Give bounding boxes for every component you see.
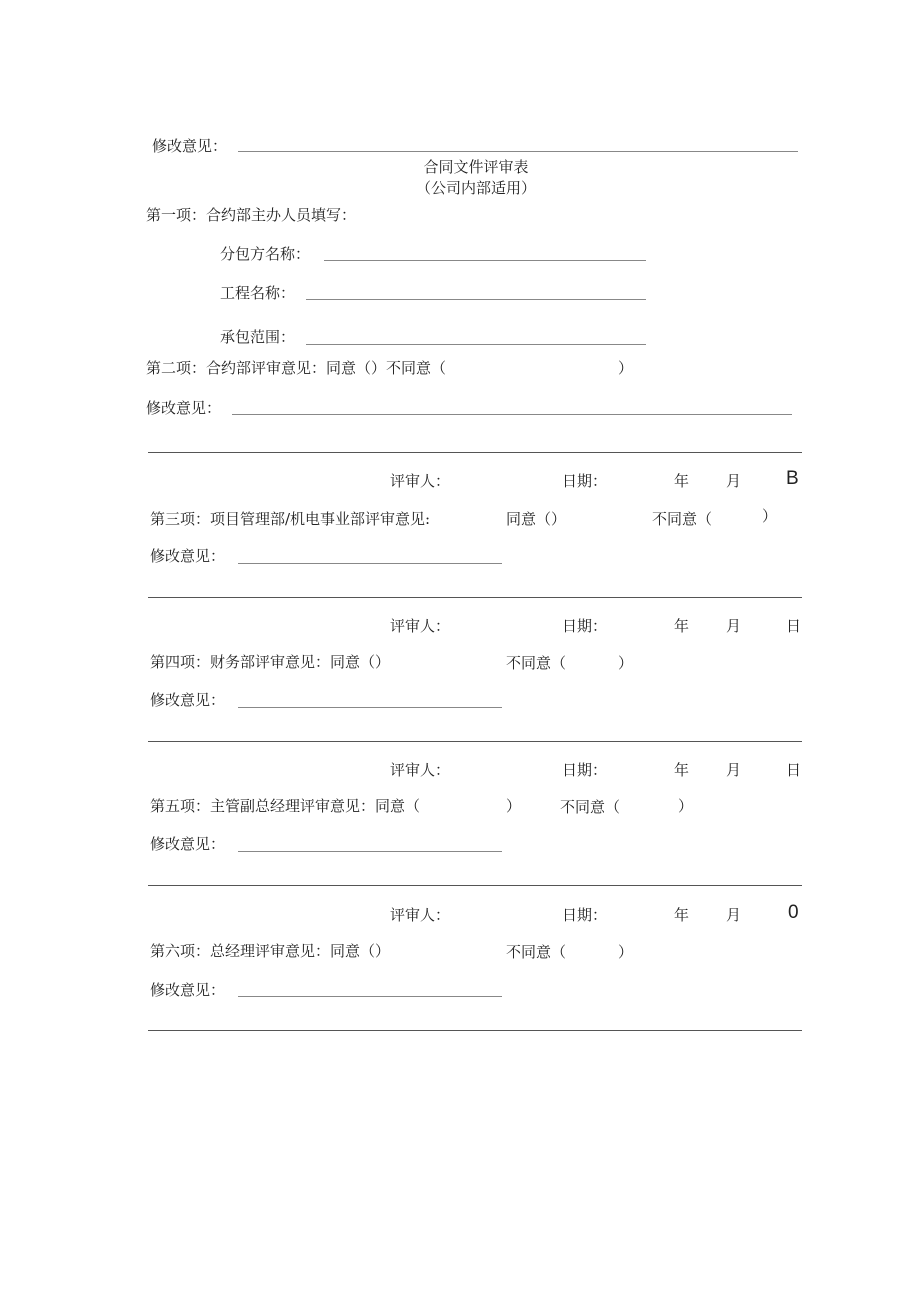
section3-opinion-field[interactable] — [238, 563, 502, 564]
section1-label: 第一项：合约部主办人员填写： — [146, 206, 357, 224]
section5-label: 第五项：主管副总经理评审意见：同意（ — [150, 797, 421, 815]
section3-agree: 同意（） — [506, 510, 567, 528]
section3-close-paren: ） — [762, 507, 778, 525]
section5-month: 月 — [726, 906, 742, 924]
section6-disagree: 不同意（ — [506, 943, 567, 961]
section5-agree-close: ） — [506, 797, 522, 815]
project-label: 工程名称： — [220, 284, 296, 302]
section4-disagree: 不同意（ — [506, 654, 567, 672]
section4-opinion-label: 修改意见： — [150, 691, 226, 709]
section3-reviewer-label: 评审人： — [390, 617, 451, 635]
section5-disagree: 不同意（ — [560, 798, 621, 816]
top-opinion-underline — [238, 151, 798, 152]
section2-divider — [148, 452, 802, 453]
project-field[interactable] — [306, 299, 646, 300]
section6-divider — [148, 1030, 802, 1031]
section3-date-label: 日期： — [562, 617, 608, 635]
subcontractor-field[interactable] — [324, 260, 646, 261]
section6-label: 第六项：总经理评审意见：同意（） — [150, 942, 391, 960]
section2-year: 年 — [674, 472, 690, 490]
form-title: 合同文件评审表 — [423, 158, 529, 176]
section5-year: 年 — [674, 906, 690, 924]
section2-opinion-field[interactable] — [232, 414, 792, 415]
section4-reviewer-label: 评审人： — [390, 761, 451, 779]
section4-date-label: 日期： — [562, 761, 608, 779]
section3-label: 第三项：项目管理部/机电事业部评审意见: — [150, 510, 431, 528]
subcontractor-label: 分包方名称： — [220, 245, 311, 263]
section4-day: 日 — [786, 761, 802, 779]
section4-label: 第四项：财务部评审意见：同意（） — [150, 653, 391, 671]
section4-opinion-field[interactable] — [238, 707, 502, 708]
section3-year: 年 — [674, 617, 690, 635]
section2-label: 第二项：合约部评审意见：同意（）不同意（ — [146, 359, 447, 377]
section4-month: 月 — [726, 761, 742, 779]
section2-reviewer-label: 评审人： — [390, 472, 451, 490]
section2-month: 月 — [726, 472, 742, 490]
section2-opinion-label: 修改意见： — [146, 399, 222, 417]
section6-opinion-label: 修改意见： — [150, 981, 226, 999]
section5-opinion-label: 修改意见： — [150, 835, 226, 853]
scope-label: 承包范围： — [220, 328, 296, 346]
section5-divider — [148, 885, 802, 886]
section3-divider — [148, 597, 802, 598]
scope-field[interactable] — [306, 344, 646, 345]
form-subtitle: （公司内部适用） — [415, 179, 536, 197]
section2-close-paren: ） — [618, 359, 634, 377]
section3-opinion-label: 修改意见： — [150, 547, 226, 565]
section2-date-label: 日期： — [562, 472, 608, 490]
section6-opinion-field[interactable] — [238, 996, 502, 997]
section4-close-paren: ） — [618, 654, 634, 672]
section5-close-paren: ） — [678, 797, 694, 815]
section2-day: B — [786, 468, 799, 489]
section3-month: 月 — [726, 617, 742, 635]
section5-opinion-field[interactable] — [238, 851, 502, 852]
section3-day: 日 — [786, 617, 802, 635]
section4-divider — [148, 741, 802, 742]
section3-disagree: 不同意（ — [652, 510, 713, 528]
section4-year: 年 — [674, 761, 690, 779]
section5-reviewer-label: 评审人： — [390, 906, 451, 924]
top-opinion-label: 修改意见： — [152, 137, 228, 155]
section5-date-label: 日期： — [562, 906, 608, 924]
section5-day: 0 — [788, 902, 799, 923]
section6-close-paren: ） — [618, 943, 634, 961]
